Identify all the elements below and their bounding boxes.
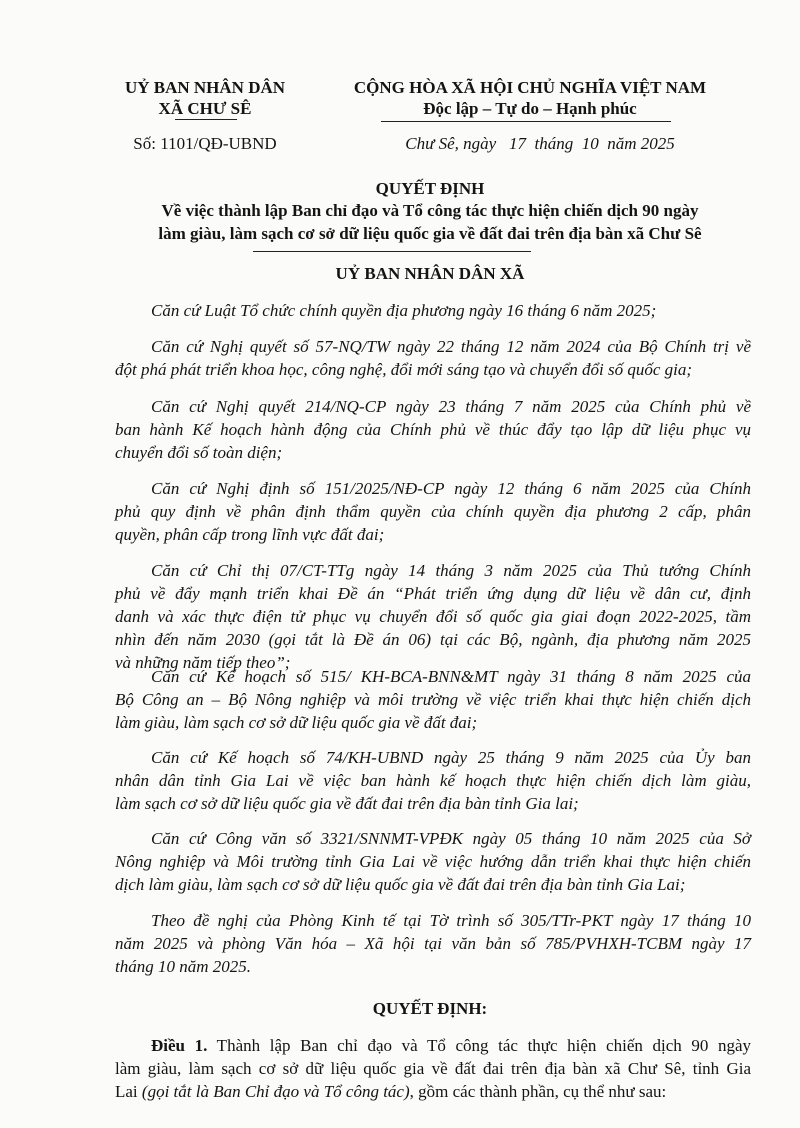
preamble-line: Căn cứ Nghị quyết 214/NQ-CP ngày 23 tháng 7 năm 2025 của Chính phủ về [151,397,751,416]
preamble-paragraph [115,299,751,322]
preamble-line: Căn cứ Công văn số 3321/SNNMT-VPĐK ngày 05 tháng 10 năm 2025 của Sở [151,829,751,848]
preamble-paragraph [115,395,751,464]
preamble-line: quyền, phân cấp trong lĩnh vực đất đai; [115,525,385,544]
preamble-line: đột phá phát triển khoa học, công nghệ, đổi mới sáng tạo và chuyển đổi số quốc gia; [115,360,693,379]
article-1-label: Điều 1. [151,1036,208,1055]
preamble-line: ban hành Kế hoạch hành động của Chính phủ về thúc đẩy tạo lập dữ liệu phục vụ [115,420,751,439]
article-1-text: Thành lập Ban chỉ đạo và Tổ công tác thực hiện chiến dịch 90 ngày [207,1036,752,1055]
preamble-line: nhân dân tỉnh Gia Lai về việc ban hành kế hoạch thực hiện chiến dịch làm giàu, [115,771,751,790]
national-motto: Độc lập – Tự do – Hạnh phúc [423,99,637,118]
header-left-underline [175,119,237,120]
preamble-line: Nông nghiệp và Môi trường tỉnh Gia Lai về việc hướng dẫn triển khai thực hiện chiến [115,852,751,871]
preamble-line: năm 2025 và phòng Văn hóa – Xã hội tại văn bản số 785/PVHXH-TCBM ngày 17 [115,934,751,953]
national-title: CỘNG HÒA XÃ HỘI CHỦ NGHĨA VIỆT NAM [353,78,707,97]
preamble-line: và những năm tiếp theo”; [115,653,291,672]
preamble-line: nhìn đến năm 2030 (gọi tắt là Đề án 06) tại các Bộ, ngành, địa phương năm 2025 [115,630,751,649]
title-underline [253,251,531,252]
preamble-line: Căn cứ Kế hoạch số 74/KH-UBND ngày 25 tháng 9 năm 2025 của Ủy ban [151,748,751,767]
preamble-line: chuyển đổi số toàn diện; [115,443,283,462]
preamble-line: Theo đề nghị của Phòng Kinh tế tại Tờ trình số 305/TTr-PKT ngày 17 tháng 10 [151,911,751,930]
preamble-line: Căn cứ Nghị quyết số 57-NQ/TW ngày 22 tháng 12 năm 2024 của Bộ Chính trị về [151,337,751,356]
preamble-line: Căn cứ Luật Tổ chức chính quyền địa phương ngày 16 tháng 6 năm 2025; [151,301,657,320]
header-right-underline [381,121,671,122]
preamble-line: làm sạch cơ sở dữ liệu quốc gia về đất đai trên địa bàn tỉnh Gia lai; [115,794,579,813]
article-1 [115,1034,751,1103]
preamble-paragraph [115,335,751,381]
preamble-line: phủ quy định về phân định thẩm quyền của chính quyền địa phương 2 cấp, phân [115,502,751,521]
preamble-paragraph [115,559,751,674]
preamble-line: Bộ Công an – Bộ Nông nghiệp và môi trường về việc triển khai thực hiện chiến dịch [115,690,751,709]
preamble-paragraph [115,909,751,978]
preamble-line: Căn cứ Kế hoạch số 515/ KH-BCA-BNN&MT ngày 31 tháng 8 năm 2025 của [151,667,751,686]
preamble-line: phủ về đẩy mạnh triển khai Đề án “Phát triển ứng dụng dữ liệu về dân cư, định [115,584,751,603]
decision-heading: QUYẾT ĐỊNH: [372,999,488,1018]
subject-line-2: làm giàu, làm sạch cơ sở dữ liệu quốc gia về đất đai trên địa bàn xã Chư Sê [158,224,702,243]
place-date: Chư Sê, ngày 17 tháng 10 năm 2025 [405,134,675,153]
article-1-text: làm giàu, làm sạch cơ sở dữ liệu quốc gia về đất đai trên địa bàn xã Chư Sê, tỉnh Gia [115,1059,751,1078]
issuing-commune: XÃ CHƯ SÊ [158,99,252,118]
preamble-paragraph [115,827,751,896]
preamble-line: Căn cứ Nghị định số 151/2025/NĐ-CP ngày 12 tháng 6 năm 2025 của Chính [151,479,751,498]
preamble-line: danh và xác thực điện tử phục vụ chuyển đổi số quốc gia giai đoạn 2022-2025, tầm [115,607,751,626]
document-number: Số: 1101/QĐ-UBND [133,134,277,153]
article-1-abbreviation: (gọi tắt là Ban Chỉ đạo và Tổ công tác) [141,1082,410,1101]
authority-heading: UỶ BAN NHÂN DÂN XÃ [335,264,525,283]
preamble-line: Căn cứ Chỉ thị 07/CT-TTg ngày 14 tháng 3 năm 2025 của Thủ tướng Chính [151,561,751,580]
preamble-paragraph [115,477,751,546]
article-1-text: Lai [115,1082,142,1101]
article-1-text: , gồm các thành phần, cụ thể như sau: [409,1082,667,1101]
preamble-line: làm giàu, làm sạch cơ sở dữ liệu quốc gia về đất đai; [115,713,478,732]
subject-line-1: Về việc thành lập Ban chỉ đạo và Tổ công tác thực hiện chiến dịch 90 ngày [161,201,699,220]
preamble-line: tháng 10 năm 2025. [115,957,251,976]
preamble-line: dịch làm giàu, làm sạch cơ sở dữ liệu quốc gia về đất đai trên địa bàn tỉnh Gia Lai; [115,875,686,894]
preamble-paragraph [115,746,751,815]
preamble-paragraph [115,665,751,734]
document-title: QUYẾT ĐỊNH [375,179,485,198]
issuing-authority: UỶ BAN NHÂN DÂN [124,78,286,97]
